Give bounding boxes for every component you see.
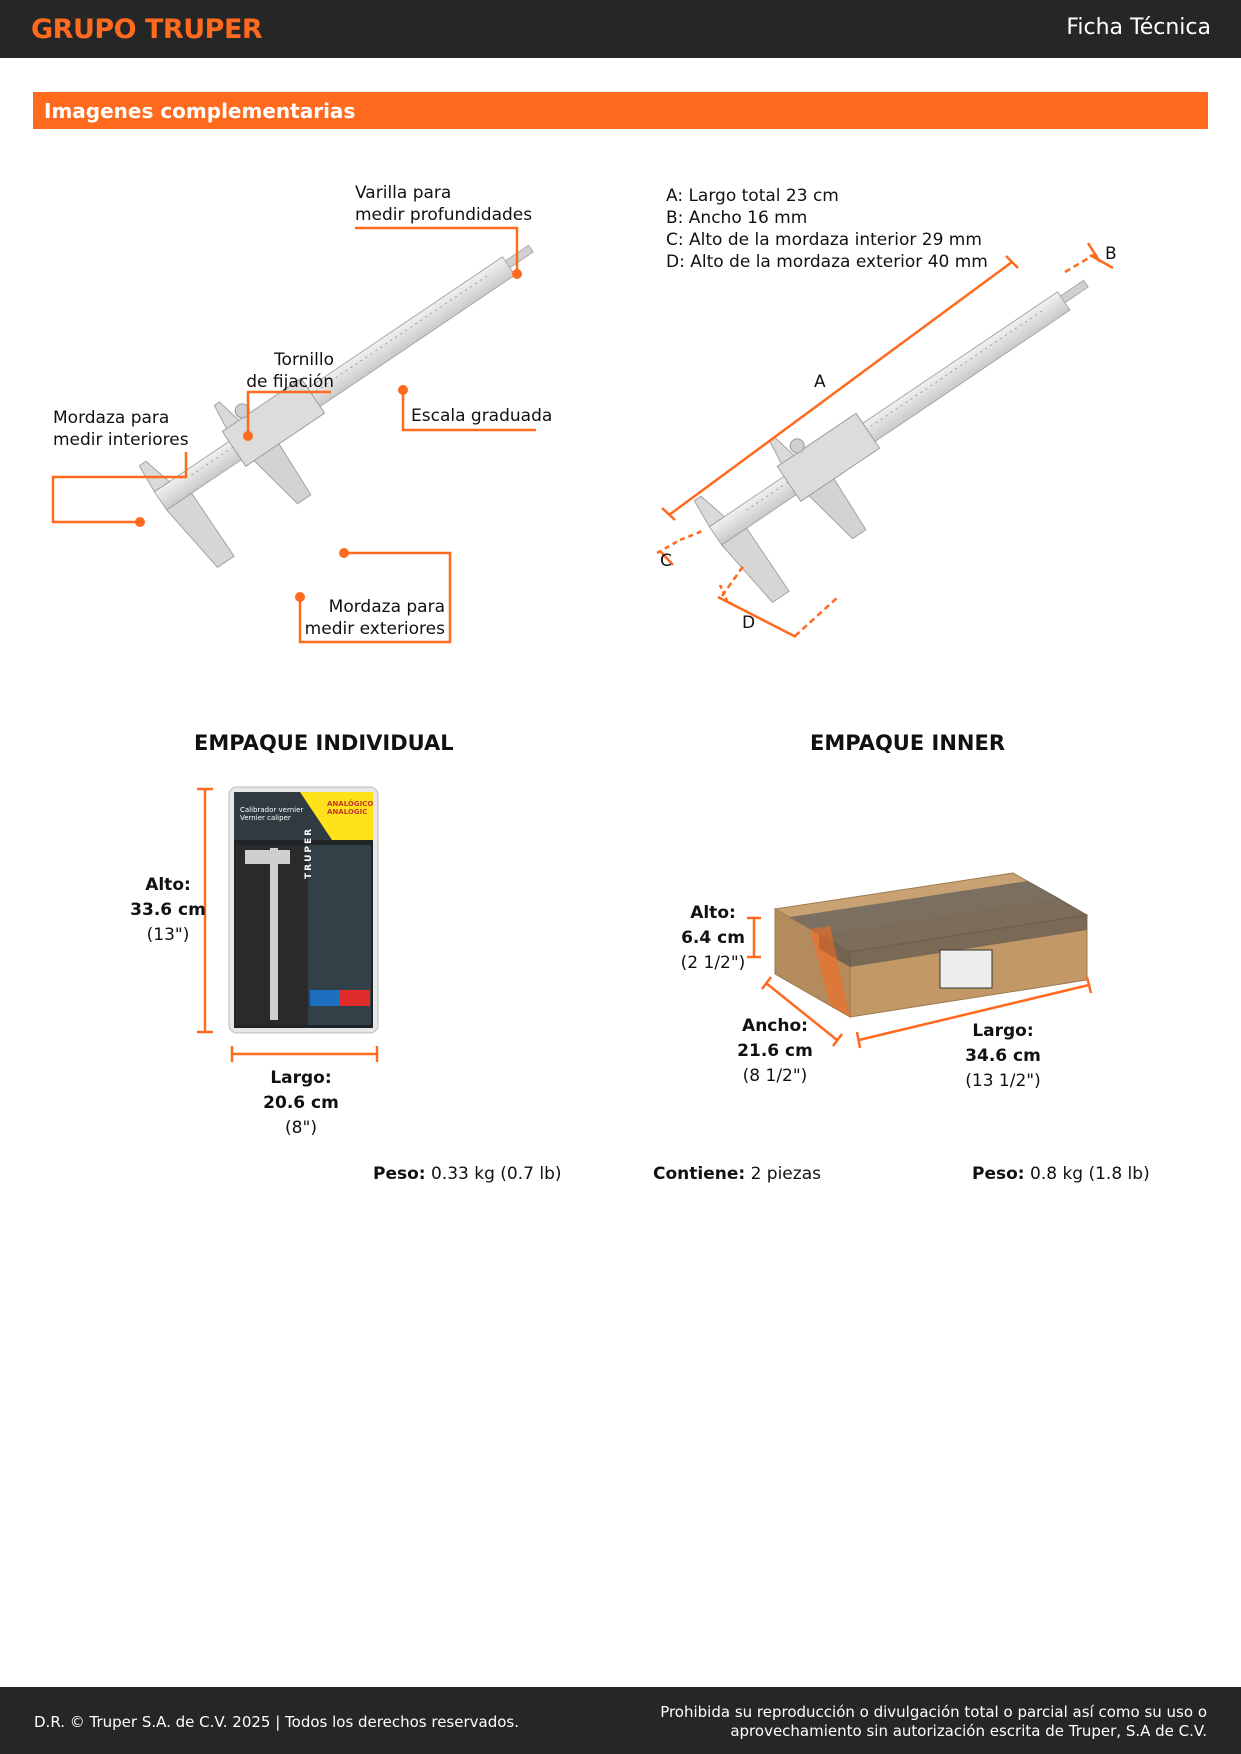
label-mordaza-interiores: Mordaza para medir interiores xyxy=(53,408,189,450)
dim-letter-a: A xyxy=(814,372,826,392)
inner-title: EMPAQUE INNER xyxy=(810,731,1005,755)
footer-notice: Prohibida su reproducción o divulgación total o parcial así como su uso o aprovechamiento sin autorización escrita de Truper, S.A de C.V. xyxy=(660,1703,1207,1740)
individual-alto: Alto: 33.6 cm (13") xyxy=(130,875,206,945)
dim-letter-d: D xyxy=(742,613,756,633)
inner-alto: Alto: 6.4 cm (2 1/2") xyxy=(680,903,746,973)
caliper-right xyxy=(688,245,1135,608)
caliper-fixed-jaw xyxy=(167,493,234,573)
package-badge: ANALÓGICO ANALOGIC xyxy=(327,800,374,816)
package-title: Calibrador vernier Vernier caliper xyxy=(240,806,304,822)
individual-largo: Largo: 20.6 cm (8") xyxy=(263,1068,339,1138)
caliper-left xyxy=(133,210,580,573)
inner-peso: Peso: 0.8 kg (1.8 lb) xyxy=(972,1164,1150,1184)
section-title: Imagenes complementarias xyxy=(44,99,356,123)
footer-copyright: D.R. © Truper S.A. de C.V. 2025 | Todos los derechos reservados. xyxy=(34,1713,519,1731)
dim-letter-b: B xyxy=(1105,244,1117,264)
individual-package xyxy=(229,787,378,1033)
caliper-beam xyxy=(154,257,514,510)
inner-ancho: Ancho: 21.6 cm (8 1/2") xyxy=(737,1016,813,1086)
label-tornillo: Tornillo de fijación xyxy=(246,350,334,392)
dimension-legend: A: Largo total 23 cm B: Ancho 16 mm C: Alto de la mordaza interior 29 mm D: Alto de la mordaza exterior 40 mm xyxy=(666,186,988,272)
document-type: Ficha Técnica xyxy=(1066,15,1211,40)
inner-largo: Largo: 34.6 cm (13 1/2") xyxy=(965,1021,1041,1091)
package-brand: TRUPER xyxy=(304,826,314,879)
dim-letter-c: C xyxy=(660,551,672,571)
label-escala: Escala graduada xyxy=(411,406,553,426)
label-varilla: Varilla para medir profundidades xyxy=(355,183,533,225)
individual-title: EMPAQUE INDIVIDUAL xyxy=(194,731,454,755)
caliper-depth-rod xyxy=(505,245,533,267)
label-mordaza-exteriores: Mordaza para medir exteriores xyxy=(304,597,445,639)
inner-contiene: Contiene: 2 piezas xyxy=(653,1164,821,1184)
individual-peso: Peso: 0.33 kg (0.7 lb) xyxy=(373,1164,562,1184)
brand-logo: GRUPO TRUPER xyxy=(31,14,263,45)
page-footer xyxy=(0,1687,1241,1754)
